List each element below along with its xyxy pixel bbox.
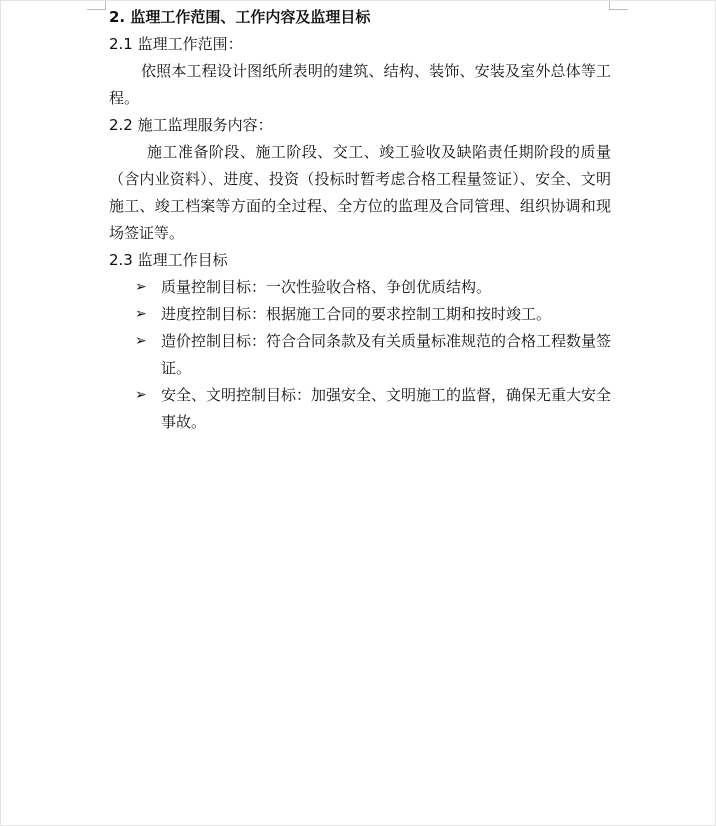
goal-item-schedule [109, 301, 611, 328]
arrowhead-bullet-icon: ➢ [135, 279, 147, 295]
goal-item-safety [109, 382, 611, 436]
goal-item-text: 质量控制目标：一次性验收合格、争创优质结构。 [161, 278, 492, 296]
margin-corner-mark-right [609, 1, 628, 10]
goal-item-text: 安全、文明控制目标：加强安全、文明施工的监督，确保无重大安全事故。 [161, 386, 612, 431]
arrowhead-bullet-icon: ➢ [135, 333, 147, 349]
section-title: 2. 监理工作范围、工作内容及监理目标 [109, 8, 371, 26]
document-body [109, 4, 611, 436]
service-heading: 2.2 施工监理服务内容： [109, 116, 273, 134]
scope-paragraph: 依照本工程设计图纸所表明的建筑、结构、装饰、安装及室外总体等工程。 [109, 62, 611, 107]
goal-item-text: 造价控制目标：符合合同条款及有关质量标准规范的合格工程数量签证。 [161, 332, 612, 377]
goal-item-text: 进度控制目标：根据施工合同的要求控制工期和按时竣工。 [161, 305, 552, 323]
goal-item-quality [109, 274, 611, 301]
goal-item-cost [109, 328, 611, 382]
arrowhead-bullet-icon: ➢ [135, 306, 147, 322]
scope-heading: 2.1 监理工作范围： [109, 35, 243, 53]
margin-corner-mark-left [87, 1, 106, 10]
service-paragraph: 施工准备阶段、施工阶段、交工、竣工验收及缺陷责任期阶段的质量（含内业资料）、进度、投资（投标时暂考虑合格工程量签证）、安全、文明施工、竣工档案等方面的全过程、全方位的监理及合同管理、组织协调和现场签证等。 [109, 143, 611, 242]
goals-heading: 2.3 监理工作目标 [109, 251, 228, 269]
goals-list [109, 274, 611, 436]
arrowhead-bullet-icon: ➢ [135, 387, 147, 403]
